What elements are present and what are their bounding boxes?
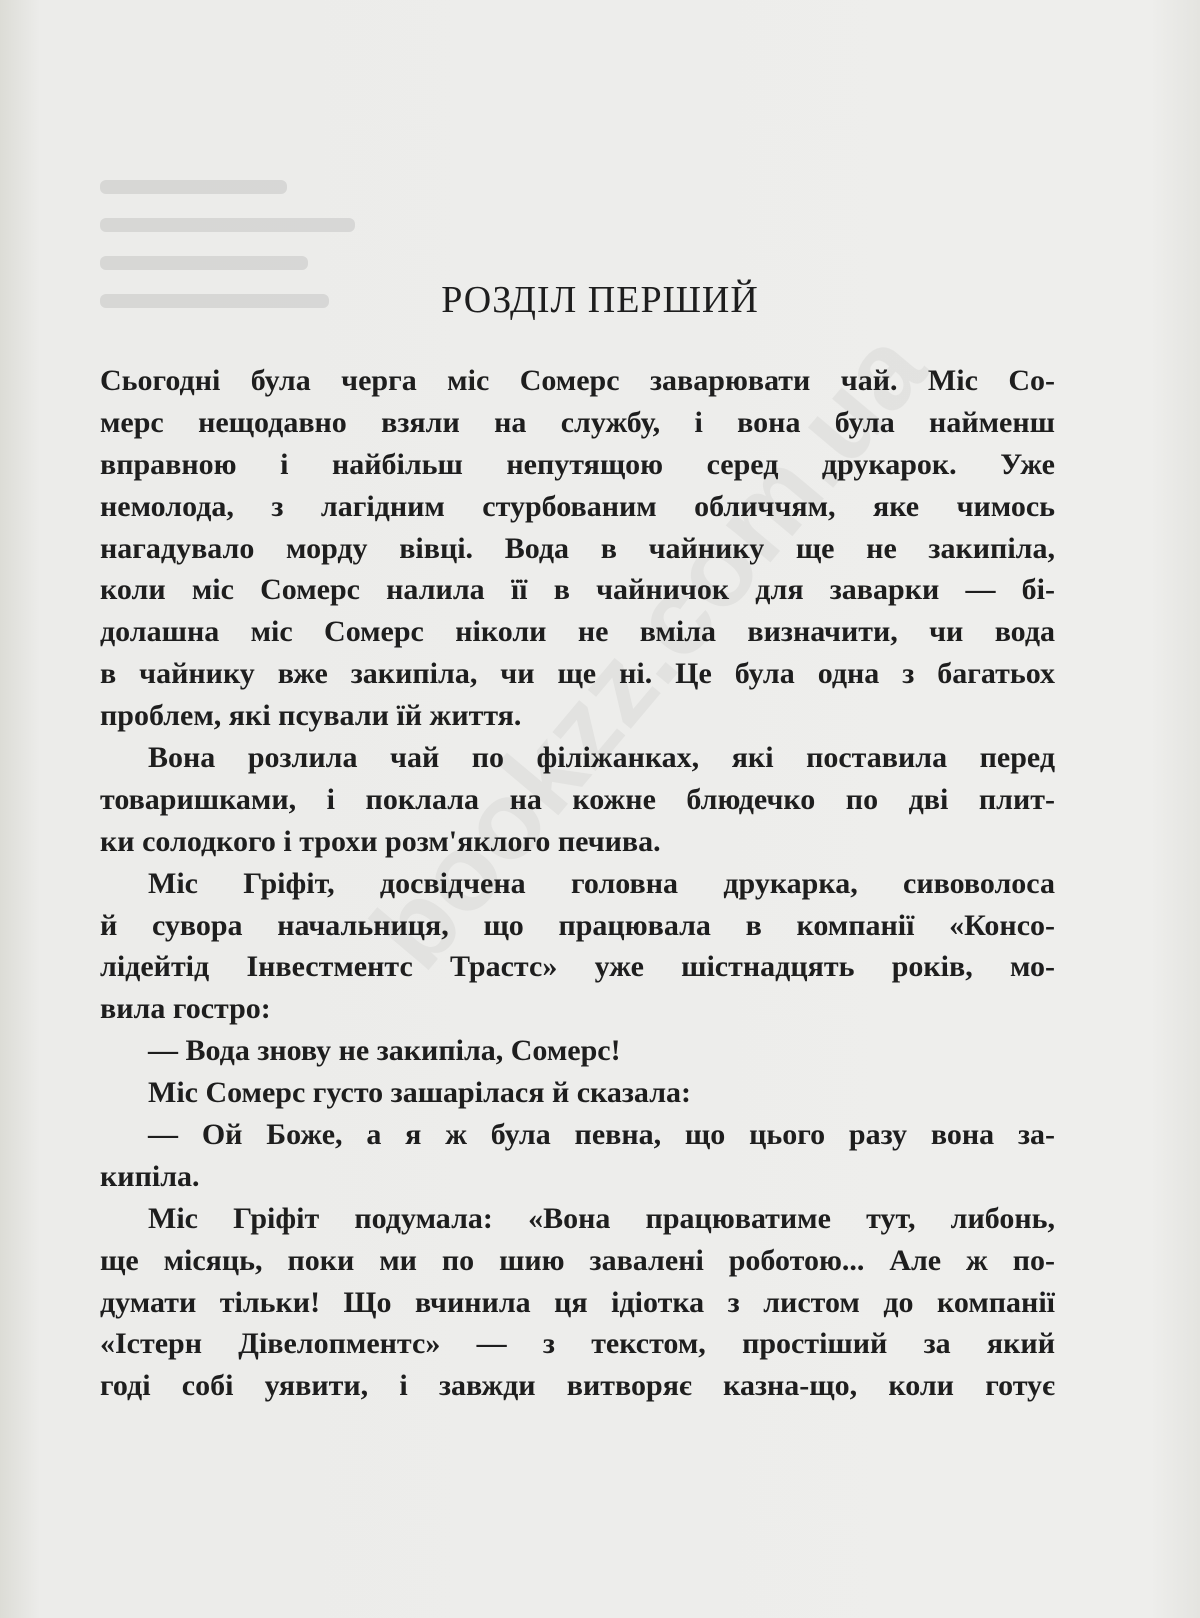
text-line: кипіла. bbox=[100, 1159, 200, 1193]
text-line: «Істерн Дівелопментс» — з текстом, простіший за який bbox=[100, 1327, 1055, 1361]
bleed-through-text bbox=[100, 180, 360, 360]
text-line: — Вода знову не закипіла, Сомерс! bbox=[148, 1034, 621, 1068]
text-line: нагадувало морду вівці. Вода в чайнику ще не закипіла, bbox=[100, 531, 1055, 565]
text-line: ки солодкого і трохи розм'яклого печива. bbox=[100, 824, 661, 858]
text-line: й сувора начальниця, що працювала в компанії «Консо- bbox=[100, 908, 1055, 942]
chapter-title: РОЗДІЛ ПЕРШИЙ bbox=[441, 279, 759, 321]
text-line: Міс Гріфіт, досвідчена головна друкарка, сивоволоса bbox=[148, 866, 1055, 900]
text-line: лідейтід Інвестментс Трастс» уже шістнадцять років, мо- bbox=[100, 950, 1055, 984]
text-line: — Ой Боже, а я ж була певна, що цього разу вона за- bbox=[148, 1118, 1055, 1152]
text-line: вправною і найбільш непутящою серед друкарок. Уже bbox=[100, 447, 1055, 481]
text-line: Вона розлила чай по філіжанках, які поставила перед bbox=[148, 741, 1055, 775]
text-line: годі собі уявити, і завжди витворяє казна-що, коли готує bbox=[100, 1369, 1055, 1403]
text-line: ще місяць, поки ми по шию завалені роботою... Але ж по- bbox=[100, 1243, 1055, 1277]
text-line: думати тільки! Що вчинила ця ідіотка з листом до компанії bbox=[100, 1285, 1055, 1319]
text-line: вила гостро: bbox=[100, 992, 271, 1026]
text-line: товаришками, і поклала на кожне блюдечко по дві плит- bbox=[100, 782, 1055, 816]
text-line: долашна міс Сомерс ніколи не вміла визначити, чи вода bbox=[100, 615, 1055, 649]
body-text bbox=[100, 360, 1055, 1407]
text-line: Сьогодні була черга міс Сомерс заварювати чай. Міс Со- bbox=[100, 364, 1055, 397]
text-line: мерс нещодавно взяли на службу, і вона була найменш bbox=[100, 405, 1055, 439]
text-line: в чайнику вже закипіла, чи ще ні. Це була одна з багатьох bbox=[100, 657, 1055, 691]
text-line: Міс Гріфіт подумала: «Вона працюватиме тут, либонь, bbox=[148, 1201, 1055, 1235]
text-line: коли міс Сомерс налила її в чайничок для заварки — бі- bbox=[100, 573, 1055, 607]
text-line: проблем, які псували їй життя. bbox=[100, 699, 522, 733]
text-line: Міс Сомерс густо зашарілася й сказала: bbox=[148, 1076, 692, 1110]
text-line: немолода, з лагідним стурбованим обличчям, яке чимось bbox=[100, 489, 1055, 523]
